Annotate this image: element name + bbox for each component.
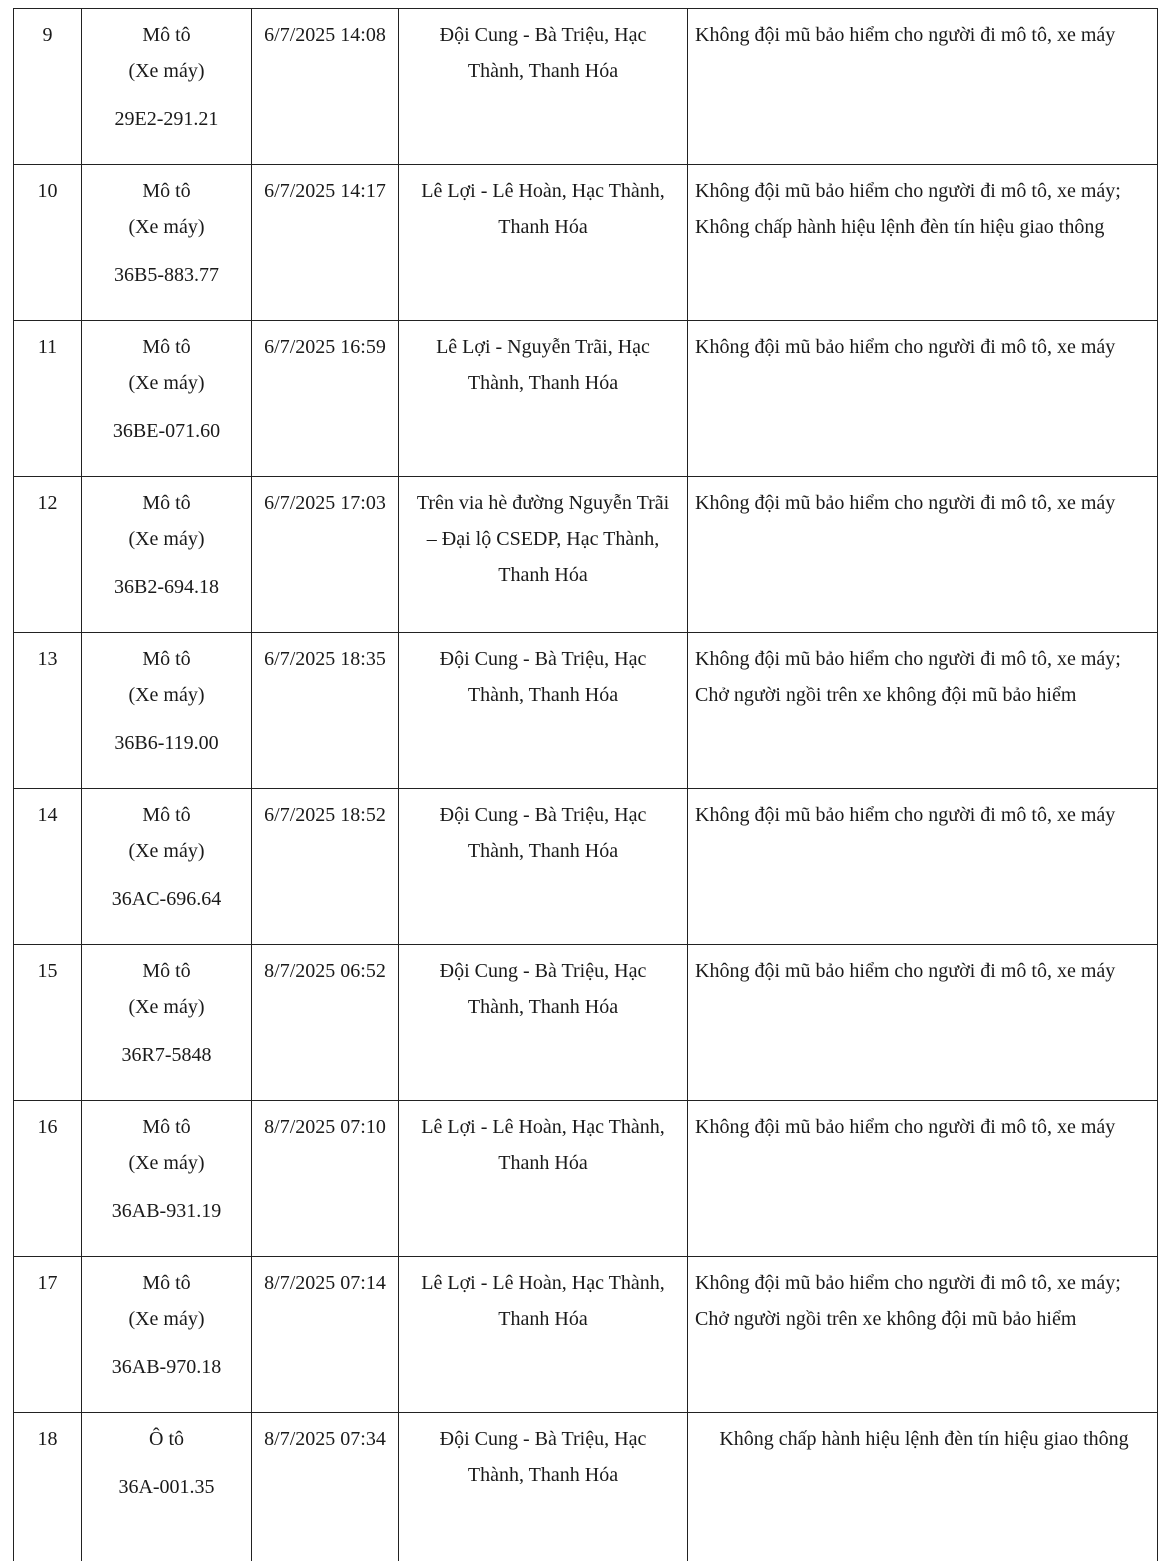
violation-line: Không đội mũ bảo hiểm cho người đi mô tô, xe máy [695, 1109, 1153, 1145]
violation-cell [688, 477, 1158, 633]
row-number: 13 [14, 633, 82, 789]
violation-time: 8/7/2025 07:10 [252, 1101, 399, 1257]
vehicle-subtype: (Xe máy) [82, 989, 251, 1025]
vehicle-subtype: (Xe máy) [82, 1145, 251, 1181]
location-line: Thanh Hóa [405, 209, 681, 245]
row-number: 11 [14, 321, 82, 477]
violation-time: 8/7/2025 06:52 [252, 945, 399, 1101]
location-cell [399, 1413, 688, 1561]
violation-line: Không chấp hành hiệu lệnh đèn tín hiệu giao thông [695, 1421, 1153, 1457]
table-row [14, 633, 1158, 789]
violation-cell [688, 1257, 1158, 1413]
vehicle-type: Mô tô [82, 1109, 251, 1145]
violation-time: 6/7/2025 14:17 [252, 165, 399, 321]
row-number: 12 [14, 477, 82, 633]
violation-line: Không đội mũ bảo hiểm cho người đi mô tô, xe máy; [695, 641, 1153, 677]
vehicle-cell [82, 165, 252, 321]
location-line: Thành, Thanh Hóa [405, 677, 681, 713]
vehicle-subtype: (Xe máy) [82, 521, 251, 557]
vehicle-cell [82, 477, 252, 633]
row-number: 14 [14, 789, 82, 945]
vehicle-subtype: (Xe máy) [82, 209, 251, 245]
location-line: Thanh Hóa [405, 1145, 681, 1181]
vehicle-subtype: (Xe máy) [82, 677, 251, 713]
table-row [14, 9, 1158, 165]
license-plate: 29E2-291.21 [82, 101, 251, 137]
row-number: 15 [14, 945, 82, 1101]
violation-cell [688, 789, 1158, 945]
location-cell [399, 789, 688, 945]
location-line: Trên via hè đường Nguyễn Trãi [405, 485, 681, 521]
location-line: Thành, Thanh Hóa [405, 1457, 681, 1493]
table-row [14, 789, 1158, 945]
table-row [14, 945, 1158, 1101]
vehicle-type: Mô tô [82, 329, 251, 365]
violation-cell [688, 1101, 1158, 1257]
violation-cell [688, 165, 1158, 321]
row-number: 18 [14, 1413, 82, 1561]
vehicle-type: Mô tô [82, 1265, 251, 1301]
violation-line: Không đội mũ bảo hiểm cho người đi mô tô, xe máy [695, 17, 1153, 53]
location-cell [399, 477, 688, 633]
license-plate: 36AB-931.19 [82, 1193, 251, 1229]
violation-time: 6/7/2025 17:03 [252, 477, 399, 633]
location-line: Lê Lợi - Nguyễn Trãi, Hạc [405, 329, 681, 365]
vehicle-cell [82, 945, 252, 1101]
location-line: Lê Lợi - Lê Hoàn, Hạc Thành, [405, 1265, 681, 1301]
location-line: Thanh Hóa [405, 1301, 681, 1337]
row-number: 9 [14, 9, 82, 165]
violation-line: Không đội mũ bảo hiểm cho người đi mô tô, xe máy [695, 329, 1153, 365]
location-line: Thành, Thanh Hóa [405, 365, 681, 401]
location-line: Thành, Thanh Hóa [405, 53, 681, 89]
violation-time: 6/7/2025 18:35 [252, 633, 399, 789]
location-cell [399, 165, 688, 321]
location-line: Đội Cung - Bà Triệu, Hạc [405, 953, 681, 989]
row-number: 10 [14, 165, 82, 321]
vehicle-cell [82, 1101, 252, 1257]
license-plate: 36AB-970.18 [82, 1349, 251, 1385]
vehicle-subtype: (Xe máy) [82, 53, 251, 89]
table-row [14, 1257, 1158, 1413]
violation-time: 8/7/2025 07:14 [252, 1257, 399, 1413]
table-row [14, 1413, 1158, 1561]
license-plate: 36B6-119.00 [82, 725, 251, 761]
violation-cell [688, 945, 1158, 1101]
location-line: Lê Lợi - Lê Hoàn, Hạc Thành, [405, 1109, 681, 1145]
vehicle-subtype: (Xe máy) [82, 365, 251, 401]
vehicle-cell [82, 321, 252, 477]
vehicle-cell [82, 9, 252, 165]
violation-time: 8/7/2025 07:34 [252, 1413, 399, 1561]
license-plate: 36R7-5848 [82, 1037, 251, 1073]
location-cell [399, 321, 688, 477]
location-cell [399, 945, 688, 1101]
vehicle-subtype: (Xe máy) [82, 1301, 251, 1337]
violation-line: Chở người ngồi trên xe không đội mũ bảo hiểm [695, 677, 1153, 713]
vehicle-type: Mô tô [82, 17, 251, 53]
license-plate: 36BE-071.60 [82, 413, 251, 449]
vehicle-cell [82, 1257, 252, 1413]
violation-line: Không chấp hành hiệu lệnh đèn tín hiệu giao thông [695, 209, 1153, 245]
location-line: – Đại lộ CSEDP, Hạc Thành, [405, 521, 681, 557]
vehicle-type: Mô tô [82, 173, 251, 209]
violation-time: 6/7/2025 18:52 [252, 789, 399, 945]
location-line: Thành, Thanh Hóa [405, 989, 681, 1025]
location-line: Đội Cung - Bà Triệu, Hạc [405, 641, 681, 677]
vehicle-cell [82, 789, 252, 945]
license-plate: 36A-001.35 [82, 1469, 251, 1505]
table-row [14, 165, 1158, 321]
table-row [14, 321, 1158, 477]
location-line: Đội Cung - Bà Triệu, Hạc [405, 797, 681, 833]
violations-table [13, 8, 1158, 1561]
vehicle-type: Mô tô [82, 797, 251, 833]
violation-cell [688, 633, 1158, 789]
location-line: Đội Cung - Bà Triệu, Hạc [405, 1421, 681, 1457]
vehicle-subtype: (Xe máy) [82, 833, 251, 869]
violation-line: Không đội mũ bảo hiểm cho người đi mô tô, xe máy [695, 797, 1153, 833]
vehicle-cell [82, 633, 252, 789]
location-line: Đội Cung - Bà Triệu, Hạc [405, 17, 681, 53]
violation-line: Không đội mũ bảo hiểm cho người đi mô tô, xe máy [695, 485, 1153, 521]
violation-time: 6/7/2025 16:59 [252, 321, 399, 477]
row-number: 16 [14, 1101, 82, 1257]
table-row [14, 1101, 1158, 1257]
violation-line: Không đội mũ bảo hiểm cho người đi mô tô, xe máy; [695, 1265, 1153, 1301]
table-row [14, 477, 1158, 633]
location-cell [399, 1257, 688, 1413]
violation-cell [688, 321, 1158, 477]
vehicle-cell [82, 1413, 252, 1561]
vehicle-type: Mô tô [82, 953, 251, 989]
violation-cell [688, 1413, 1158, 1561]
vehicle-type: Mô tô [82, 485, 251, 521]
location-cell [399, 1101, 688, 1257]
vehicle-type: Mô tô [82, 641, 251, 677]
location-cell [399, 9, 688, 165]
license-plate: 36AC-696.64 [82, 881, 251, 917]
license-plate: 36B2-694.18 [82, 569, 251, 605]
violation-time: 6/7/2025 14:08 [252, 9, 399, 165]
vehicle-type: Ô tô [82, 1421, 251, 1457]
violation-line: Không đội mũ bảo hiểm cho người đi mô tô, xe máy; [695, 173, 1153, 209]
location-cell [399, 633, 688, 789]
location-line: Thanh Hóa [405, 557, 681, 593]
license-plate: 36B5-883.77 [82, 257, 251, 293]
location-line: Lê Lợi - Lê Hoàn, Hạc Thành, [405, 173, 681, 209]
row-number: 17 [14, 1257, 82, 1413]
location-line: Thành, Thanh Hóa [405, 833, 681, 869]
violation-line: Không đội mũ bảo hiểm cho người đi mô tô, xe máy [695, 953, 1153, 989]
violation-cell [688, 9, 1158, 165]
violation-line: Chở người ngồi trên xe không đội mũ bảo hiểm [695, 1301, 1153, 1337]
